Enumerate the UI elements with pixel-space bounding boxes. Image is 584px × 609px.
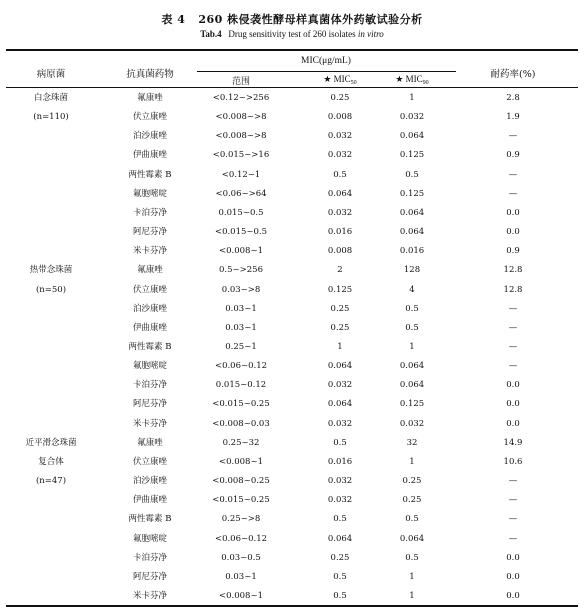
resistance-cell: 12.8 (503, 284, 523, 295)
resistance-cell: 14.9 (503, 437, 523, 448)
drug-cell: 氟胞嘧啶 (132, 188, 168, 199)
range-cell: <0.015~>16 (212, 150, 270, 161)
resistance-cell: 12.8 (503, 265, 523, 276)
drug-cell: 米卡芬净 (132, 590, 168, 601)
mic50-cell: 0.25 (330, 93, 350, 103)
range-cell: <0.06~0.12 (214, 533, 268, 544)
mic90-cell: 1 (409, 456, 415, 467)
mic90-cell: 0.5 (405, 514, 419, 525)
table-top-rule (6, 49, 578, 51)
table-bottom-rule (6, 605, 578, 607)
range-cell: 0.015~0.12 (215, 380, 267, 391)
drug-cell: 两性霉素 B (128, 514, 172, 525)
mic90-cell: 0.064 (399, 227, 425, 237)
resistance-cell: — (508, 476, 518, 486)
mic90-cell: 0.125 (399, 399, 425, 410)
drug-cell: 氟康唑 (137, 93, 163, 103)
pathogen-cell: (n=110) (33, 112, 69, 123)
mic90-cell: 1 (409, 571, 415, 582)
resistance-cell: 0.0 (506, 418, 520, 429)
drug-cell: 伏立康唑 (132, 284, 168, 295)
drug-cell: 氟胞嘧啶 (132, 533, 168, 544)
resistance-cell: — (508, 131, 518, 142)
range-cell: 0.03~1 (225, 303, 257, 314)
mic50-cell: 0.008 (327, 112, 353, 123)
drug-cell: 泊沙康唑 (132, 476, 168, 486)
header-drug: 抗真菌药物 (126, 69, 174, 80)
range-cell: <0.008~0.25 (212, 476, 270, 486)
range-cell: <0.008~1 (219, 456, 263, 467)
mic90-cell: 0.064 (399, 131, 425, 142)
resistance-cell: 0.0 (506, 207, 520, 218)
resistance-cell: 0.9 (506, 150, 520, 161)
mic50-cell: 0.032 (327, 476, 353, 486)
range-cell: 0.015~0.5 (218, 207, 264, 218)
pathogen-cell: 热带念珠菌 (29, 265, 73, 276)
range-cell: <0.008~1 (219, 246, 263, 257)
mic50-cell: 0.032 (327, 150, 353, 161)
drug-cell: 阿尼芬净 (132, 399, 168, 410)
mic90-cell: 0.5 (405, 552, 419, 563)
range-cell: <0.008~>8 (215, 112, 267, 123)
range-cell: <0.008~>8 (215, 131, 267, 142)
mic90-cell: 1 (409, 341, 415, 352)
mic50-cell: 2 (337, 265, 343, 276)
resistance-cell: — (508, 341, 518, 352)
header-mic50 (323, 74, 356, 86)
mic50-cell: 0.5 (333, 571, 347, 582)
table-caption-zh: 260 株侵袭性酵母样真菌体外药敏试验分析 (198, 13, 423, 26)
range-cell: <0.06~>64 (215, 188, 267, 199)
mic50-cell: 1 (337, 341, 343, 352)
resistance-cell: — (508, 169, 518, 180)
table-caption-en-italic: in vitro (357, 29, 384, 39)
mic90-cell: 0.25 (402, 476, 422, 486)
mic50-cell: 0.064 (327, 399, 353, 410)
mic90-cell: 0.5 (405, 169, 419, 180)
mic90-cell: 0.032 (399, 418, 425, 429)
drug-cell: 伏立康唑 (132, 112, 168, 123)
mic50-cell: 0.5 (333, 169, 347, 180)
mic90-cell: 0.064 (399, 361, 425, 372)
range-cell: 0.5~>256 (219, 265, 263, 276)
resistance-cell: 0.0 (506, 380, 520, 391)
mic50-cell: 0.064 (327, 533, 353, 544)
mic50-cell: 0.032 (327, 207, 353, 218)
mic90-cell: 0.064 (399, 380, 425, 391)
mic90-cell: 0.064 (399, 533, 425, 544)
drug-cell: 伏立康唑 (132, 456, 168, 467)
resistance-cell: 0.9 (506, 246, 520, 257)
range-cell: <0.015~0.25 (212, 495, 270, 506)
range-cell: <0.06~0.12 (214, 361, 268, 372)
drug-cell: 氟康唑 (137, 265, 163, 276)
header-mic50-prefix: ★ MIC (323, 74, 351, 84)
header-mic90-sub: 90 (422, 80, 429, 86)
mic90-cell: 0.125 (399, 188, 425, 199)
mic90-cell: 0.125 (399, 150, 425, 161)
table-number-zh: 表 4 (161, 13, 186, 26)
table-title-zh (0, 11, 584, 27)
drug-cell: 卡泊芬净 (132, 380, 168, 391)
mic90-cell: 0.032 (399, 112, 425, 123)
pathogen-cell: 近平滑念珠菌 (25, 437, 77, 448)
resistance-cell: — (508, 514, 518, 525)
range-cell: 0.03~0.5 (221, 552, 261, 563)
resistance-cell: 10.6 (503, 456, 523, 467)
drug-cell: 伊曲康唑 (132, 495, 168, 506)
resistance-cell: 0.0 (506, 227, 520, 237)
mic50-cell: 0.032 (327, 380, 353, 391)
mic90-cell: 0.064 (399, 207, 425, 218)
header-mic-group: MIC(μg/mL) (301, 56, 351, 66)
table-caption-en: Drug sensitivity test of 260 isolates (228, 29, 356, 39)
mic90-cell: 1 (409, 93, 415, 103)
drug-cell: 氟康唑 (137, 437, 163, 448)
resistance-cell: 1.9 (506, 112, 520, 123)
mic90-cell: 0.016 (399, 246, 425, 257)
drug-cell: 氟胞嘧啶 (132, 361, 168, 372)
resistance-cell: 0.0 (506, 552, 520, 563)
range-cell: <0.12~1 (221, 169, 261, 180)
table-title-en (0, 29, 584, 39)
range-cell: 0.03~1 (225, 322, 257, 333)
range-cell: <0.008~1 (219, 590, 263, 601)
mic90-cell: 128 (403, 265, 421, 276)
drug-cell: 伊曲康唑 (132, 150, 168, 161)
header-mic50-sub: 50 (350, 80, 357, 86)
header-bottom-rule (6, 87, 578, 88)
pathogen-cell: (n=50) (35, 284, 67, 295)
range-cell: 0.03~>8 (221, 284, 261, 295)
drug-cell: 阿尼芬净 (132, 227, 168, 237)
mic-group-rule (197, 71, 456, 72)
pathogen-cell: (n=47) (35, 476, 67, 486)
drug-cell: 米卡芬净 (132, 418, 168, 429)
mic50-cell: 0.25 (330, 303, 350, 314)
mic50-cell: 0.016 (327, 227, 353, 237)
header-mic90 (395, 74, 428, 86)
header-mic90-prefix: ★ MIC (395, 74, 423, 84)
range-cell: 0.25~32 (222, 437, 260, 448)
drug-cell: 米卡芬净 (132, 246, 168, 257)
mic50-cell: 0.064 (327, 188, 353, 199)
resistance-cell: — (508, 361, 518, 372)
drug-cell: 伊曲康唑 (132, 322, 168, 333)
range-cell: 0.25~1 (225, 341, 257, 352)
resistance-cell: — (508, 533, 518, 544)
mic50-cell: 0.008 (327, 246, 353, 257)
mic90-cell: 4 (409, 284, 415, 295)
mic90-cell: 1 (409, 590, 415, 601)
range-cell: 0.25~>8 (221, 514, 261, 525)
mic50-cell: 0.5 (333, 437, 347, 448)
table-number-en: Tab.4 (200, 29, 222, 39)
drug-cell: 两性霉素 B (128, 341, 172, 352)
resistance-cell: — (508, 495, 518, 506)
resistance-cell: — (508, 322, 518, 333)
header-resistance: 耐药率(%) (490, 69, 536, 80)
pathogen-cell: 复合体 (38, 456, 64, 467)
resistance-cell: — (508, 303, 518, 314)
drug-cell: 泊沙康唑 (132, 131, 168, 142)
header-range: 范围 (231, 77, 251, 87)
mic50-cell: 0.25 (330, 552, 350, 563)
mic50-cell: 0.125 (327, 284, 353, 295)
mic90-cell: 0.25 (402, 495, 422, 506)
resistance-cell: 0.0 (506, 399, 520, 410)
resistance-cell: — (508, 188, 518, 199)
mic90-cell: 0.5 (405, 303, 419, 314)
range-cell: <0.12~>256 (212, 93, 270, 103)
mic50-cell: 0.032 (327, 131, 353, 142)
mic50-cell: 0.25 (330, 322, 350, 333)
drug-cell: 卡泊芬净 (132, 552, 168, 563)
range-cell: <0.008~0.03 (212, 418, 270, 429)
mic90-cell: 0.5 (405, 322, 419, 333)
resistance-cell: 0.0 (506, 590, 520, 601)
mic50-cell: 0.5 (333, 590, 347, 601)
mic50-cell: 0.064 (327, 361, 353, 372)
mic50-cell: 0.016 (327, 456, 353, 467)
resistance-cell: 0.0 (506, 571, 520, 582)
range-cell: 0.03~1 (225, 571, 257, 582)
drug-cell: 阿尼芬净 (132, 571, 168, 582)
drug-cell: 两性霉素 B (128, 169, 172, 180)
drug-cell: 卡泊芬净 (132, 207, 168, 218)
resistance-cell: 2.8 (506, 93, 520, 103)
header-pathogen: 病原菌 (36, 69, 66, 80)
mic50-cell: 0.032 (327, 495, 353, 506)
mic50-cell: 0.5 (333, 514, 347, 525)
range-cell: <0.015~0.25 (212, 399, 270, 410)
range-cell: <0.015~0.5 (214, 227, 268, 237)
mic90-cell: 32 (406, 437, 418, 448)
drug-cell: 泊沙康唑 (132, 303, 168, 314)
pathogen-cell: 白念珠菌 (33, 93, 69, 103)
mic50-cell: 0.032 (327, 418, 353, 429)
